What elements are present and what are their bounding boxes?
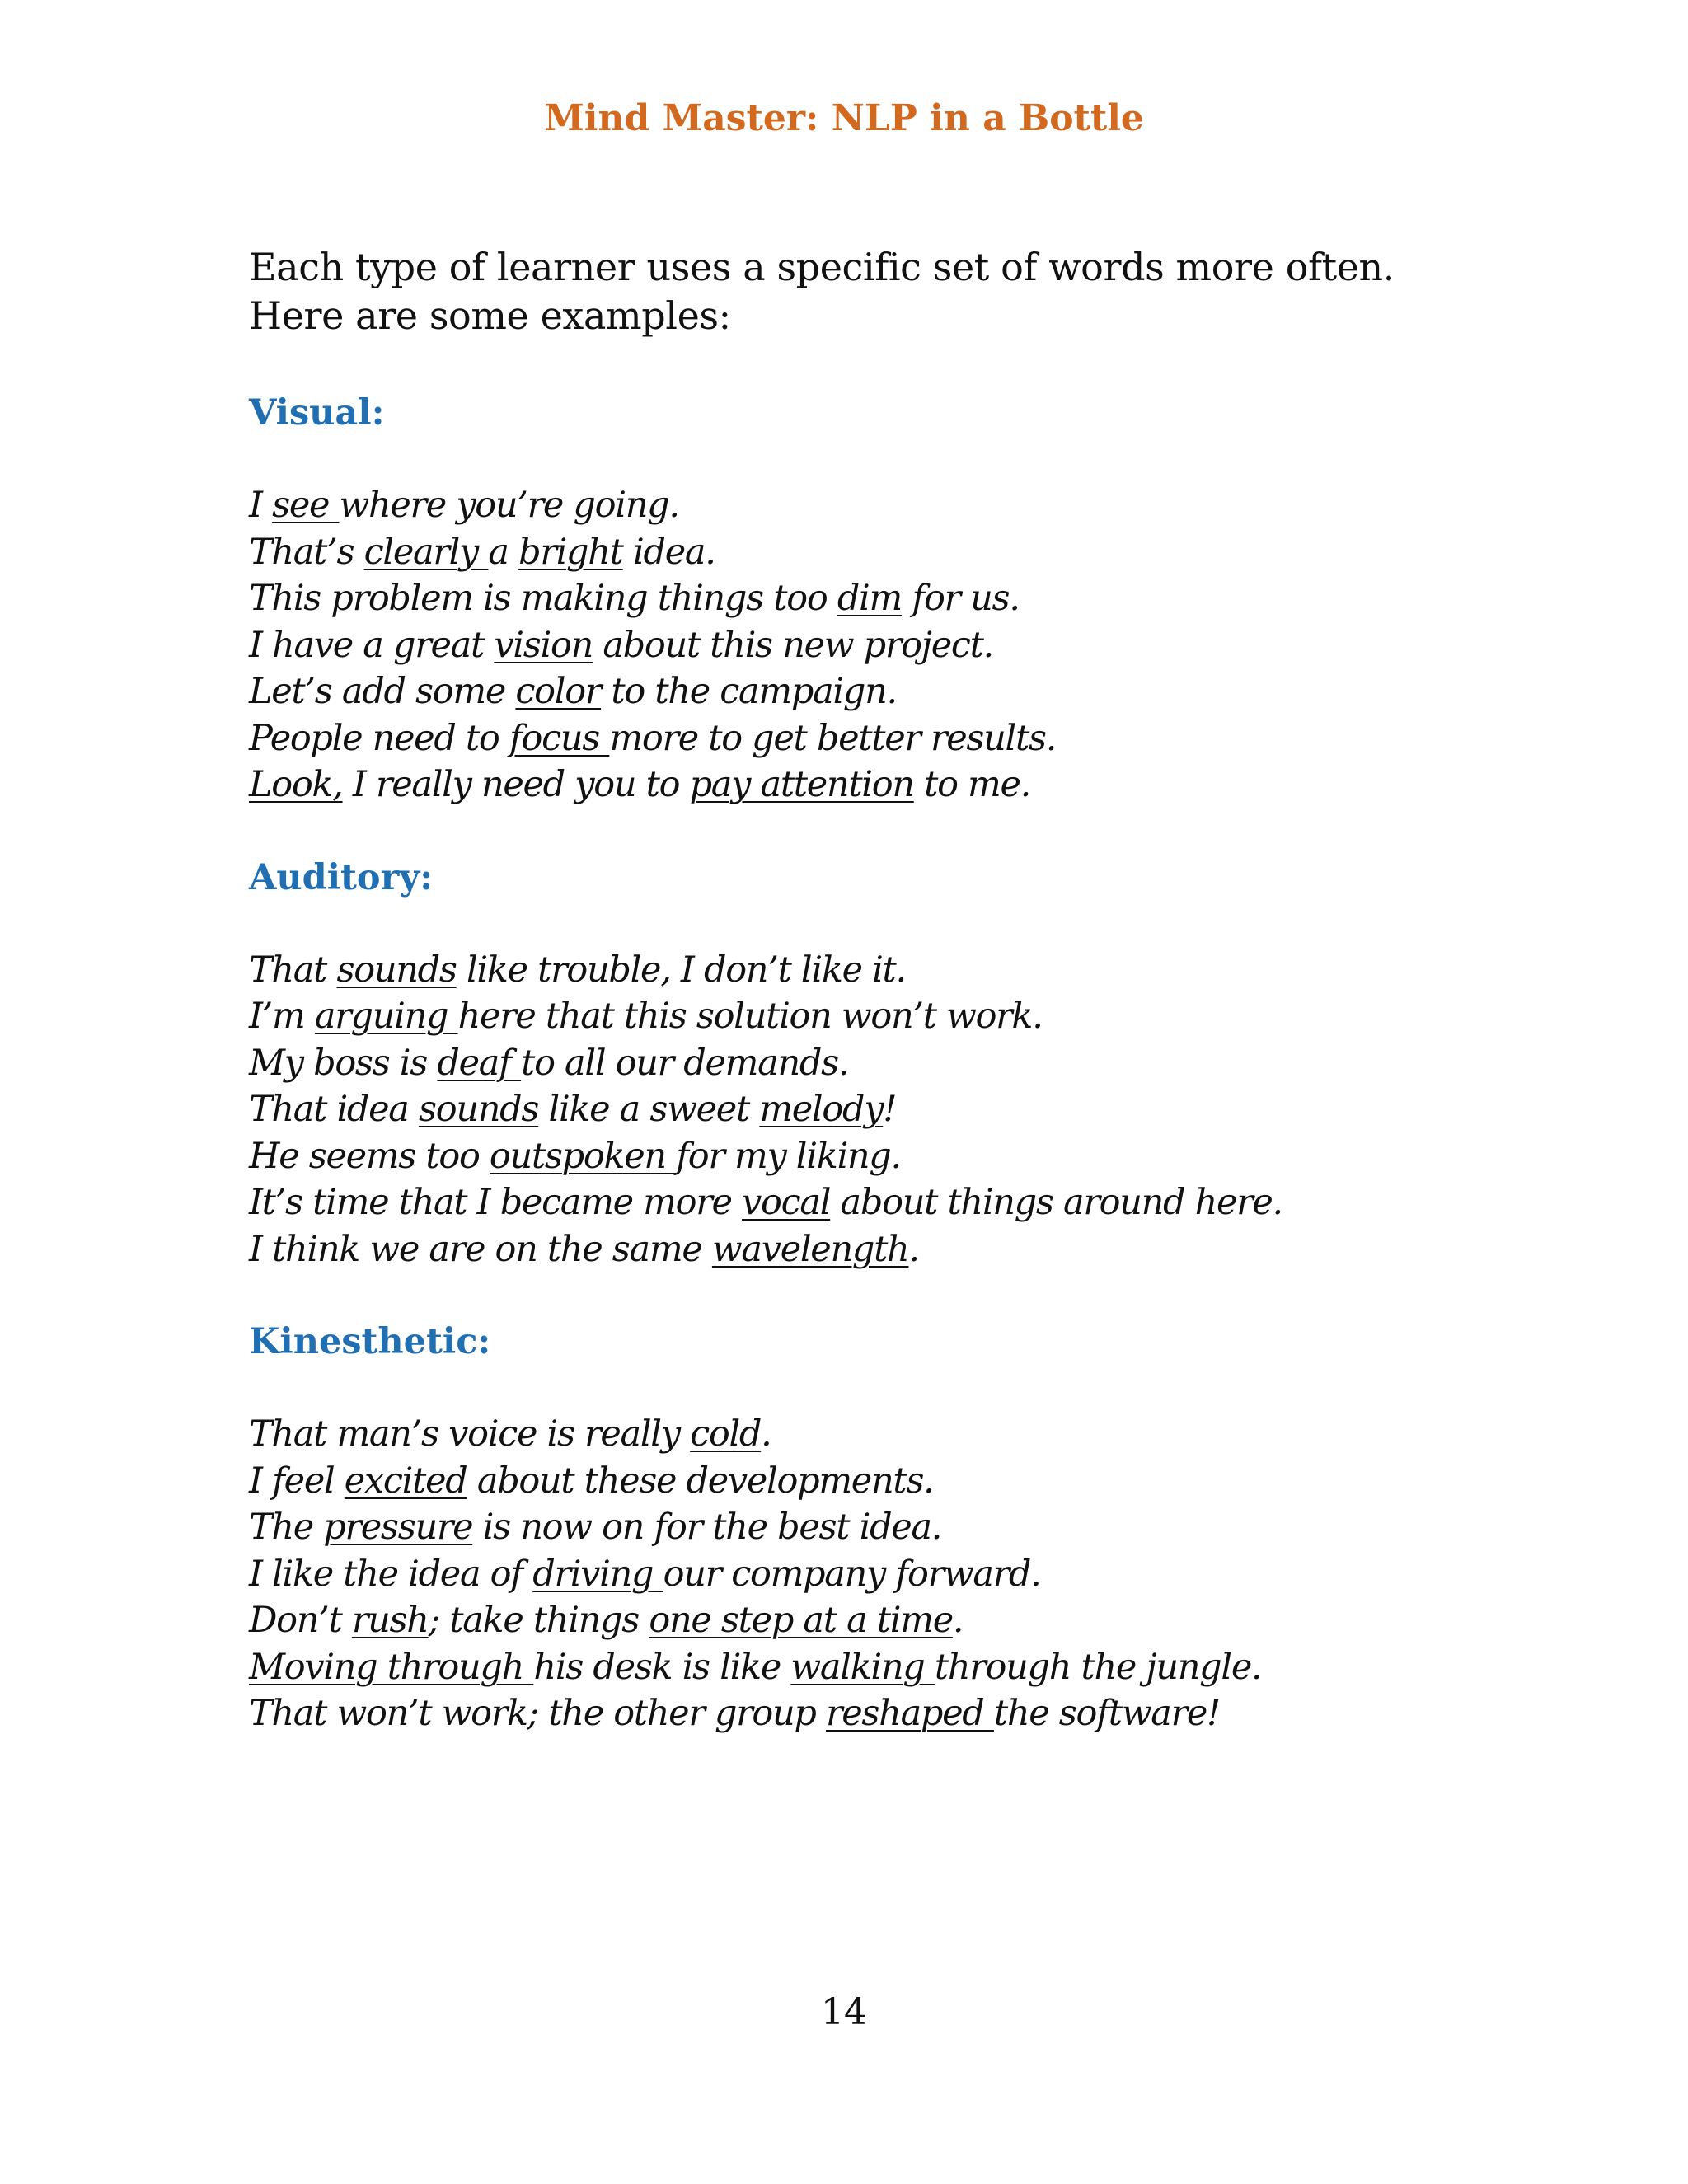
- sentence-text: is now on for the best idea.: [472, 1507, 942, 1548]
- sentence-text: People need to: [249, 717, 509, 759]
- example-sentence: [249, 1690, 1485, 1737]
- sentence-text: about this new project.: [592, 624, 993, 666]
- keyword-underlined: Moving through: [249, 1646, 534, 1688]
- example-sentence: [249, 1133, 1485, 1180]
- running-header: Mind Master: NLP in a Bottle: [544, 97, 1144, 139]
- sentence-text: The: [249, 1507, 324, 1548]
- keyword-underlined: excited: [344, 1460, 467, 1502]
- sentence-text: I have a great: [249, 624, 495, 666]
- keyword-underlined: vision: [494, 624, 593, 666]
- keyword-underlined: see: [272, 485, 340, 526]
- sentence-text: our company forward.: [663, 1553, 1041, 1595]
- page-number: 14: [821, 1991, 867, 2033]
- sentence-text: I: [249, 485, 273, 526]
- sentence-text: Let’s add some: [249, 671, 516, 712]
- section-heading-auditory: Auditory:: [249, 856, 434, 898]
- sentence-text: through the jungle.: [934, 1646, 1262, 1688]
- sentence-text: a: [488, 531, 519, 573]
- sentence-text: for my liking.: [676, 1135, 901, 1177]
- example-list-visual: [249, 482, 1485, 808]
- keyword-underlined: melody: [759, 1089, 884, 1130]
- example-sentence: [249, 1226, 1485, 1273]
- keyword-underlined: one step at a time: [649, 1600, 953, 1641]
- sentence-text: .: [761, 1413, 771, 1455]
- example-sentence: [249, 1458, 1485, 1505]
- keyword-underlined: vocal: [742, 1182, 831, 1223]
- sentence-text: .: [908, 1228, 919, 1270]
- sentence-text: idea.: [622, 531, 715, 573]
- section-heading-kinesthetic: Kinesthetic:: [249, 1321, 491, 1362]
- example-sentence: [249, 715, 1485, 762]
- example-sentence: [249, 1504, 1485, 1551]
- keyword-underlined: pay attention: [689, 764, 914, 805]
- keyword-underlined: dim: [837, 578, 902, 619]
- sentence-text: more to get better results.: [609, 717, 1057, 759]
- keyword-underlined: reshaped: [826, 1693, 994, 1734]
- page-content: [249, 243, 1485, 1782]
- keyword-underlined: wavelength: [711, 1228, 909, 1270]
- section-kinesthetic: [249, 1317, 1485, 1737]
- sentence-text: That idea: [249, 1089, 419, 1130]
- sentence-text: like trouble, I don’t like it.: [456, 949, 906, 991]
- keyword-underlined: focus: [509, 717, 610, 759]
- sentence-text: for us.: [901, 578, 1020, 619]
- sentence-text: to all our demands.: [521, 1042, 849, 1084]
- example-sentence: [249, 529, 1485, 576]
- example-sentence: [249, 1179, 1485, 1226]
- sentence-text: My boss is: [249, 1042, 438, 1084]
- keyword-underlined: arguing: [314, 996, 458, 1037]
- keyword-underlined: Look,: [249, 764, 343, 805]
- sentence-text: It’s time that I became more: [249, 1182, 743, 1223]
- sentence-text: to me.: [913, 764, 1031, 805]
- sentence-text: I’m: [249, 996, 315, 1037]
- sentence-text: about these developments.: [467, 1460, 934, 1502]
- sentence-text: I really need you to: [342, 764, 690, 805]
- sentence-text: That: [249, 949, 337, 991]
- keyword-underlined: rush: [351, 1600, 429, 1641]
- example-sentence: [249, 1551, 1485, 1598]
- example-sentence: [249, 1597, 1485, 1644]
- sentence-text: about things around here.: [830, 1182, 1282, 1223]
- example-sentence: [249, 1411, 1485, 1458]
- example-sentence: [249, 1644, 1485, 1691]
- keyword-underlined: outspoken: [489, 1135, 677, 1177]
- sentence-text: to the campaign.: [601, 671, 897, 712]
- example-sentence: [249, 947, 1485, 994]
- sentence-text: here that this solution won’t work.: [457, 996, 1043, 1037]
- sentence-text: .: [952, 1600, 964, 1641]
- section-heading-visual: Visual:: [249, 392, 385, 434]
- example-sentence: [249, 993, 1485, 1040]
- keyword-underlined: clearly: [363, 531, 489, 573]
- example-sentence: [249, 762, 1485, 808]
- sentence-text: Don’t: [249, 1600, 352, 1641]
- sentence-text: I like the idea of: [249, 1553, 533, 1595]
- keyword-underlined: deaf: [437, 1042, 522, 1084]
- section-auditory: [249, 853, 1485, 1273]
- keyword-underlined: cold: [690, 1413, 762, 1455]
- intro-paragraph: Each type of learner uses a specific set of words more often. Here are some examples:: [249, 245, 1395, 338]
- keyword-underlined: pressure: [323, 1507, 473, 1548]
- sentence-text: ; take things: [428, 1600, 649, 1641]
- keyword-underlined: sounds: [419, 1089, 539, 1130]
- keyword-underlined: walking: [790, 1646, 935, 1688]
- example-list-auditory: [249, 947, 1485, 1273]
- sentence-text: This problem is making things too: [249, 578, 837, 619]
- sentence-text: That’s: [249, 531, 364, 573]
- sentence-text: I feel: [249, 1460, 345, 1502]
- sentence-text: where you’re going.: [339, 485, 679, 526]
- keyword-underlined: bright: [518, 531, 623, 573]
- sentence-text: !: [883, 1089, 897, 1130]
- keyword-underlined: driving: [532, 1553, 663, 1595]
- example-sentence: [249, 668, 1485, 715]
- sentence-text: That won’t work; the other group: [249, 1693, 827, 1734]
- example-sentence: [249, 1040, 1485, 1087]
- sentence-text: He seems too: [249, 1135, 490, 1177]
- example-sentence: [249, 1086, 1485, 1133]
- sentence-text: I think we are on the same: [249, 1228, 712, 1270]
- sentence-text: his desk is like: [533, 1646, 791, 1688]
- keyword-underlined: sounds: [336, 949, 457, 991]
- keyword-underlined: color: [515, 671, 602, 712]
- example-list-kinesthetic: [249, 1411, 1485, 1737]
- example-sentence: [249, 622, 1485, 669]
- example-sentence: [249, 575, 1485, 622]
- section-visual: [249, 388, 1485, 808]
- sentence-text: the software!: [993, 1693, 1220, 1734]
- example-sentence: [249, 482, 1485, 529]
- sentence-text: That man’s voice is really: [249, 1413, 691, 1455]
- sentence-text: like a sweet: [538, 1089, 760, 1130]
